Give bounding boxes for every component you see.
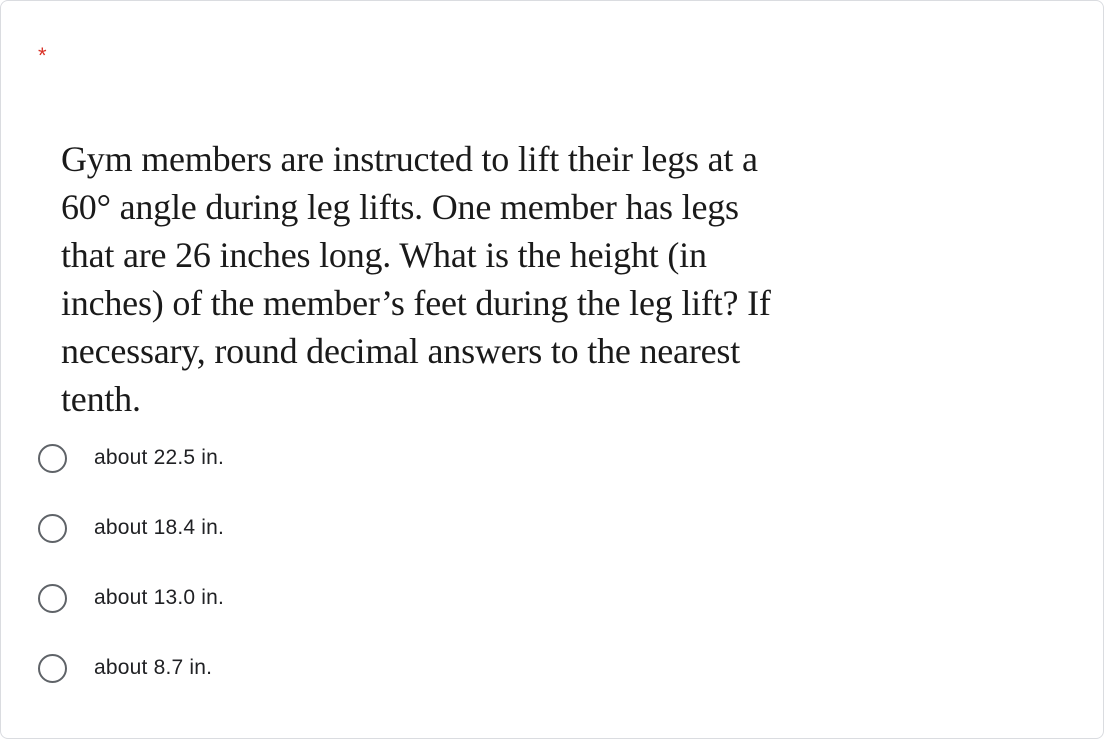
question-text-line: 60° angle during leg lifts. One member has legs: [61, 187, 739, 227]
question-text-line: tenth.: [61, 379, 141, 419]
question-text-line: necessary, round decimal answers to the nearest: [61, 331, 740, 371]
answer-option-label[interactable]: about 8.7 in.: [94, 656, 213, 679]
answer-option-label[interactable]: about 13.0 in.: [94, 586, 225, 609]
answer-option[interactable]: [38, 510, 224, 546]
question-text-line: inches) of the member’s feet during the leg lift? If: [61, 283, 771, 323]
radio-button[interactable]: [38, 584, 67, 613]
answer-option[interactable]: [38, 580, 224, 616]
required-marker: *: [38, 43, 47, 68]
radio-button[interactable]: [38, 654, 67, 683]
question-image: [61, 135, 891, 419]
question-text-line: that are 26 inches long. What is the height (in: [61, 235, 707, 275]
answer-options: [38, 440, 224, 720]
answer-option-label[interactable]: about 22.5 in.: [94, 446, 225, 469]
answer-option[interactable]: [38, 440, 224, 476]
answer-option[interactable]: [38, 650, 224, 686]
radio-button[interactable]: [38, 444, 67, 473]
question-text-line: Gym members are instructed to lift their legs at a: [61, 139, 758, 179]
radio-button[interactable]: [38, 514, 67, 543]
answer-option-label[interactable]: about 18.4 in.: [94, 516, 225, 539]
